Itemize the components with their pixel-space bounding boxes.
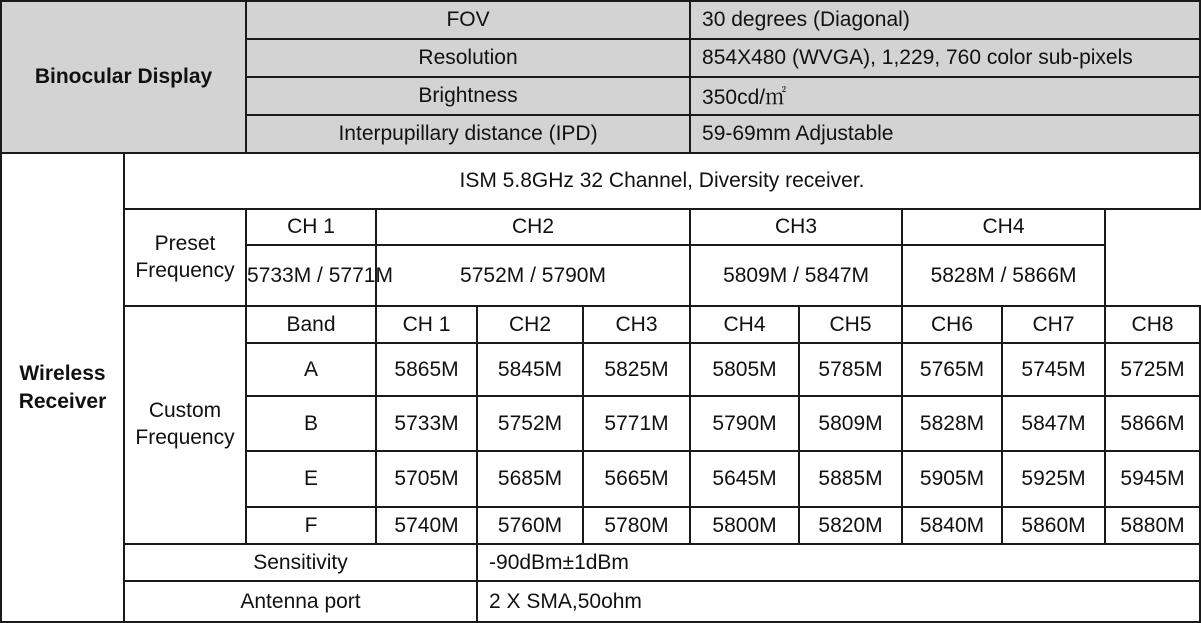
custom-channel-header: CH 1 xyxy=(376,306,477,343)
custom-frequency-cell: 5847M xyxy=(1002,396,1105,451)
custom-frequency-cell: 5828M xyxy=(902,396,1002,451)
sensitivity-label: Sensitivity xyxy=(124,544,477,581)
custom-frequency-cell: 5725M xyxy=(1105,343,1200,396)
spec-value-ipd: 59-69mm Adjustable xyxy=(690,115,1200,153)
binocular-row-fov xyxy=(1,1,1200,39)
spec-label-resolution: Resolution xyxy=(246,39,690,77)
custom-frequency-cell: 5845M xyxy=(477,343,583,396)
preset-frequency-value: 5828M / 5866M xyxy=(902,245,1105,306)
custom-frequency-cell: 5820M xyxy=(799,507,902,544)
custom-frequency-cell: 5760M xyxy=(477,507,583,544)
antenna-port-label: Antenna port xyxy=(124,581,477,622)
band-label: A xyxy=(246,343,376,396)
sensitivity-value: -90dBm±1dBm xyxy=(477,544,1200,581)
spec-value-fov: 30 degrees (Diagonal) xyxy=(690,1,1200,39)
custom-frequency-cell: 5785M xyxy=(799,343,902,396)
custom-frequency-cell: 5665M xyxy=(583,451,690,507)
custom-channel-header: CH5 xyxy=(799,306,902,343)
custom-frequency-cell: 5805M xyxy=(690,343,799,396)
preset-channel-header: CH4 xyxy=(902,209,1105,245)
spec-label-fov: FOV xyxy=(246,1,690,39)
custom-frequency-cell: 5866M xyxy=(1105,396,1200,451)
binocular-display-title: Binocular Display xyxy=(1,1,246,153)
custom-frequency-cell: 5860M xyxy=(1002,507,1105,544)
preset-channel-header: CH2 xyxy=(376,209,690,245)
custom-frequency-cell: 5780M xyxy=(583,507,690,544)
preset-channel-header: CH3 xyxy=(690,209,902,245)
custom-frequency-cell: 5809M xyxy=(799,396,902,451)
custom-frequency-cell: 5705M xyxy=(376,451,477,507)
custom-channel-header: CH6 xyxy=(902,306,1002,343)
preset-frequency-label: Preset Frequency xyxy=(124,209,246,306)
custom-frequency-cell: 5645M xyxy=(690,451,799,507)
spec-value-brightness: 350cd/㎡ xyxy=(690,77,1200,115)
custom-frequency-cell: 5840M xyxy=(902,507,1002,544)
preset-frequency-value: 5752M / 5790M xyxy=(376,245,690,306)
custom-frequency-cell: 5885M xyxy=(799,451,902,507)
antenna-row xyxy=(1,581,1200,622)
spec-label-brightness: Brightness xyxy=(246,77,690,115)
custom-channel-header: CH7 xyxy=(1002,306,1105,343)
sensitivity-row xyxy=(1,544,1200,581)
custom-frequency-label: Custom Frequency xyxy=(124,306,246,544)
custom-frequency-cell: 5685M xyxy=(477,451,583,507)
custom-frequency-cell: 5765M xyxy=(902,343,1002,396)
wireless-banner: ISM 5.8GHz 32 Channel, Diversity receiver. xyxy=(124,153,1200,209)
custom-frequency-cell: 5925M xyxy=(1002,451,1105,507)
preset-channel-row xyxy=(1,209,1200,245)
preset-frequency-value: 5809M / 5847M xyxy=(690,245,902,306)
custom-frequency-cell: 5745M xyxy=(1002,343,1105,396)
custom-channel-header: CH3 xyxy=(583,306,690,343)
custom-frequency-cell: 5880M xyxy=(1105,507,1200,544)
custom-frequency-cell: 5771M xyxy=(583,396,690,451)
band-label: E xyxy=(246,451,376,507)
wireless-receiver-title: Wireless Receiver xyxy=(1,153,124,622)
band-header: Band xyxy=(246,306,376,343)
wireless-banner-row xyxy=(1,153,1200,209)
custom-frequency-cell: 5800M xyxy=(690,507,799,544)
custom-frequency-cell: 5733M xyxy=(376,396,477,451)
custom-channel-header: CH8 xyxy=(1105,306,1200,343)
band-label: F xyxy=(246,507,376,544)
custom-frequency-cell: 5905M xyxy=(902,451,1002,507)
band-label: B xyxy=(246,396,376,451)
spec-value-resolution: 854X480 (WVGA), 1,229, 760 color sub-pixels xyxy=(690,39,1200,77)
custom-frequency-cell: 5790M xyxy=(690,396,799,451)
custom-frequency-cell: 5865M xyxy=(376,343,477,396)
custom-header-row xyxy=(1,306,1200,343)
custom-channel-header: CH4 xyxy=(690,306,799,343)
antenna-port-value: 2 X SMA,50ohm xyxy=(477,581,1200,622)
spec-label-ipd: Interpupillary distance (IPD) xyxy=(246,115,690,153)
preset-frequency-value: 5733M / 5771M xyxy=(246,245,376,306)
custom-frequency-cell: 5752M xyxy=(477,396,583,451)
preset-channel-header: CH 1 xyxy=(246,209,376,245)
custom-frequency-cell: 5945M xyxy=(1105,451,1200,507)
custom-frequency-cell: 5825M xyxy=(583,343,690,396)
custom-channel-header: CH2 xyxy=(477,306,583,343)
custom-frequency-cell: 5740M xyxy=(376,507,477,544)
